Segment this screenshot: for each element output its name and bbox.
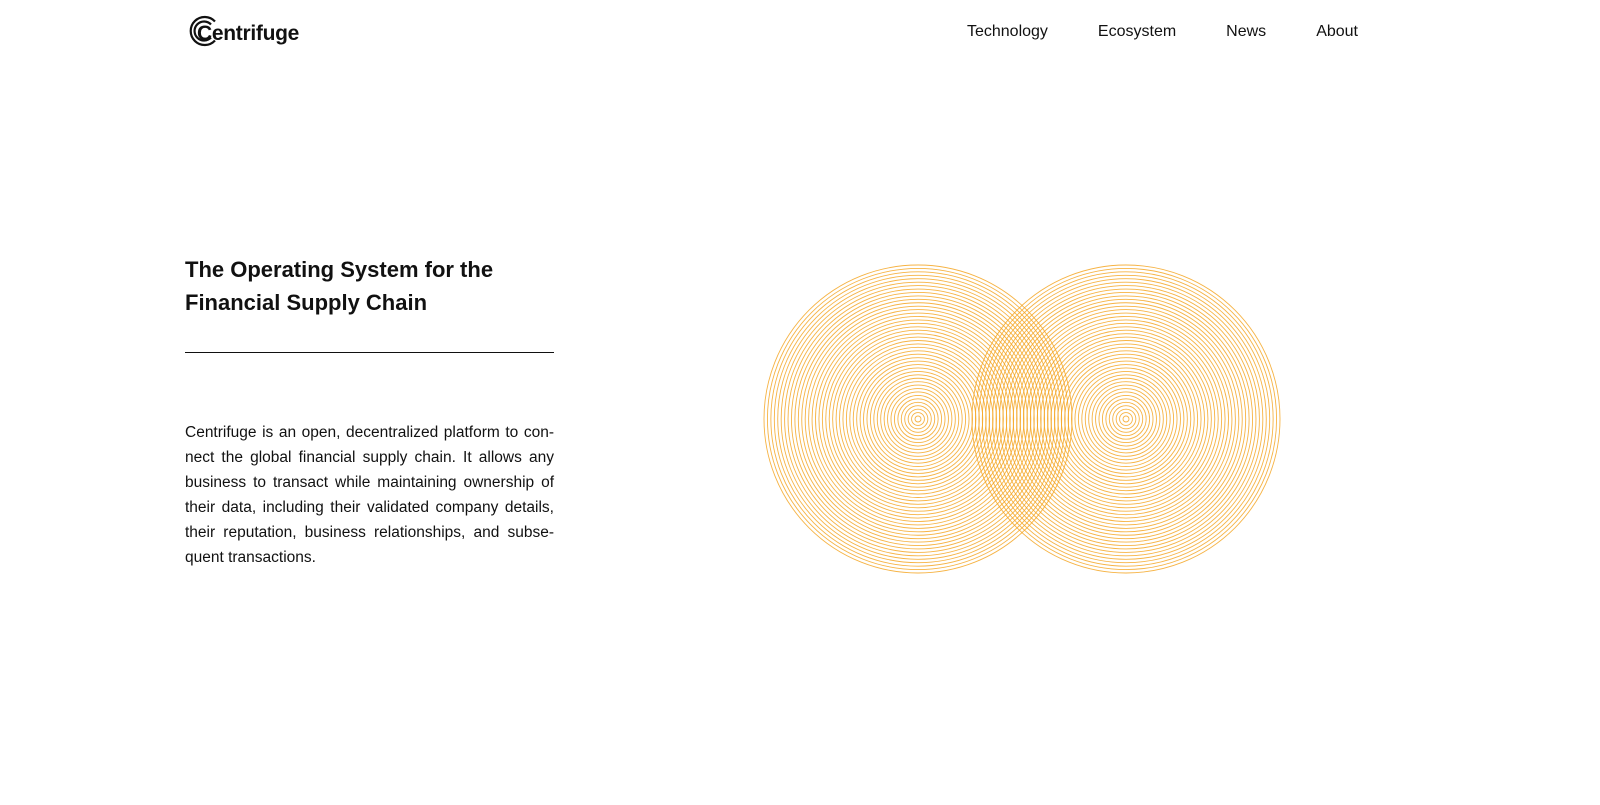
headline-line-2: Financial Supply Chain: [185, 290, 428, 315]
concentric-circles-graphic: [760, 260, 1285, 578]
right-ring: [1123, 416, 1129, 422]
right-ring: [1096, 389, 1157, 450]
right-ring: [1013, 306, 1239, 532]
left-ring: [905, 406, 932, 433]
right-ring: [1061, 354, 1191, 484]
left-ring: [846, 347, 989, 490]
right-ring: [1030, 323, 1221, 514]
left-ring: [795, 296, 1041, 542]
nav-news[interactable]: News: [1226, 23, 1267, 40]
left-ring: [805, 306, 1031, 532]
left-ring: [874, 375, 962, 463]
left-ring: [822, 323, 1013, 514]
left-ring: [915, 416, 921, 422]
left-ring: [840, 341, 997, 498]
headline-line-1: The Operating System for the: [185, 257, 494, 282]
right-ring: [1106, 399, 1146, 439]
right-ring: [1109, 402, 1142, 435]
right-ring: [1078, 371, 1173, 466]
logo-text: Centrifuge: [197, 22, 300, 45]
left-ring: [857, 358, 980, 481]
right-ring: [1120, 413, 1133, 426]
left-ring: [881, 382, 956, 457]
left-ring: [829, 330, 1007, 508]
left-ring: [864, 365, 973, 474]
right-ring: [1027, 320, 1225, 518]
right-ring: [996, 289, 1256, 549]
left-ring: [901, 402, 934, 435]
hero-headline: [185, 253, 555, 319]
left-ring: [898, 399, 938, 439]
right-ring: [1116, 409, 1136, 429]
left-ring: [870, 371, 965, 466]
left-ring: [788, 289, 1048, 549]
right-ring: [1075, 368, 1177, 470]
right-ring: [1037, 330, 1215, 508]
right-ring: [1085, 378, 1167, 460]
left-ring: [785, 286, 1052, 553]
right-ring: [1017, 310, 1236, 529]
left-ring: [809, 310, 1028, 529]
left-ring: [888, 389, 949, 450]
left-ring: [819, 320, 1017, 518]
right-ring: [1003, 296, 1249, 542]
left-ring: [877, 378, 959, 460]
right-ring: [1072, 365, 1181, 474]
main-nav: [967, 22, 1358, 42]
left-ring: [853, 354, 983, 484]
right-ring: [1006, 299, 1245, 538]
right-ring: [993, 286, 1260, 553]
right-ring: [1041, 334, 1212, 505]
right-ring: [1082, 375, 1170, 463]
centrifuge-logo[interactable]: [185, 15, 299, 47]
left-ring: [891, 392, 945, 446]
right-ring: [1089, 382, 1164, 457]
right-ring: [1051, 344, 1201, 494]
right-ring: [1113, 406, 1140, 433]
nav-about[interactable]: About: [1316, 23, 1358, 40]
nav-ecosystem[interactable]: Ecosystem: [1097, 23, 1177, 40]
right-ring: [1048, 341, 1205, 498]
right-ring: [1065, 358, 1188, 481]
left-ring: [908, 409, 928, 429]
left-ring: [867, 368, 969, 470]
hero-description: Centrifuge is an open, decentralized platform to connect the global financial supply chain. It allows any business to transact while maintaining ownership of their data, including their validated company details, their reputation, business relationships, and subsequent transactions.: [185, 424, 554, 566]
left-ring: [798, 299, 1037, 538]
left-ring: [833, 334, 1004, 505]
right-ring: [1054, 347, 1197, 490]
nav-technology[interactable]: Technology: [966, 23, 1048, 40]
headline-divider: [185, 352, 554, 353]
left-ring: [843, 344, 993, 494]
left-ring: [912, 413, 925, 426]
right-ring: [1099, 392, 1153, 446]
